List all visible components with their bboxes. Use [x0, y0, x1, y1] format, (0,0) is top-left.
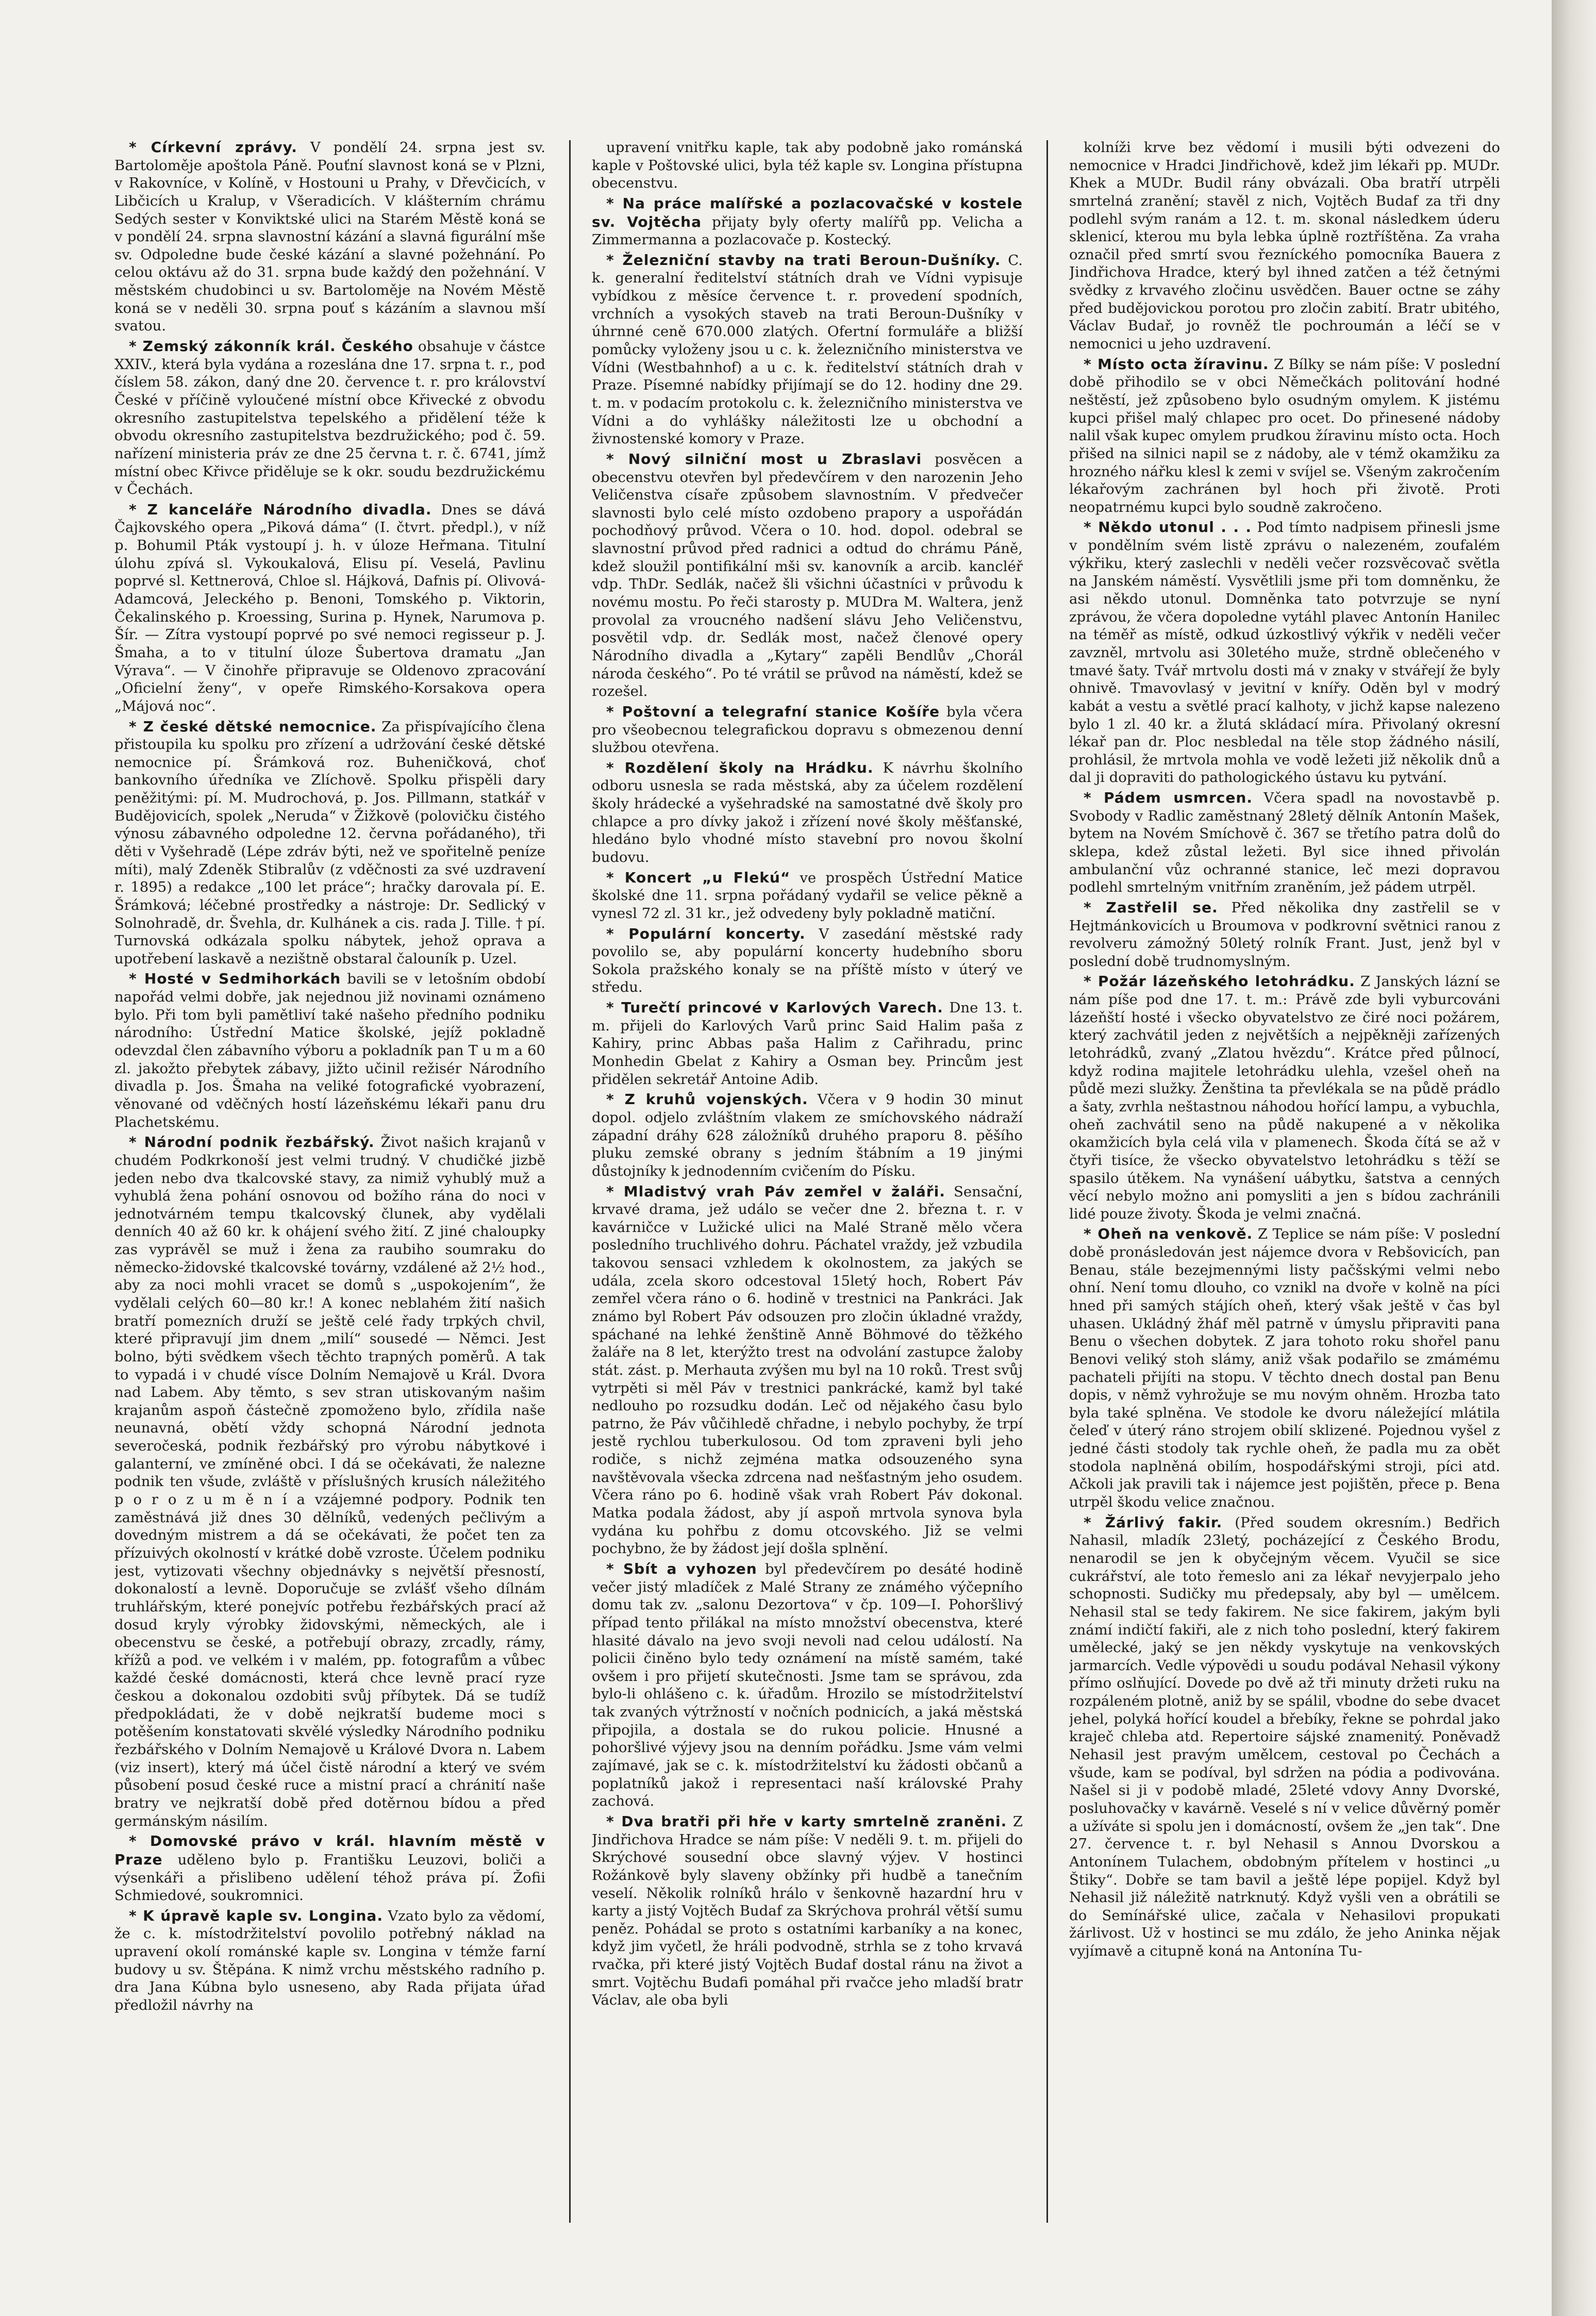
article-headline: * Někdo utonul . . . — [1084, 519, 1252, 536]
article-headline: * Žárlivý fakir. — [1084, 1513, 1223, 1531]
article — [1069, 1513, 1500, 1960]
article-body: kolníži krve bez vědomí i musili býti odvezeni do nemocnice v Hradci Jindřichově, kdež jim lékaři pp. MUDr. Khek a MUDr. Budil rány obvázali. Oba bratří utrpěli smrtelná zranění; stavěl z nich, Vojtěch Budaf za tři dny podlehl svým ranám a 12. t. m. skonal následkem úderu sklenicí, kterou mu byla lebka úplně roztříštěna. Za vraha označil před smrtí svou řezníckého pomocníka Bauera z Jindřichova Hradce, který byl ihned zatčen a též četnými svědky z krvavého zločinu usvědčen. Bauer octne se záhy před budějovickou porotou pro zločin zabití. Bratr ubitého, Václav Budař, jo rovněž tle pochroumán a léčí se v nemocnici u jeho uzdravení. — [1069, 139, 1500, 353]
article — [114, 970, 545, 1131]
article-body: V zasedání městské rady povolilo se, aby populární koncerty hudebního sboru Sokola pražského konaly se na příště místo v úterý ve středu. — [592, 925, 1023, 996]
article-headline: * Rozdělení školy na Hrádku. — [606, 759, 874, 776]
article — [1069, 789, 1500, 896]
article-headline: * K úpravě kaple sv. Longina. — [129, 1907, 383, 1924]
article-body: upravení vnitřku kaple, tak aby podobně jako románská kaple v Poštovské ulici, byla též kaple sv. Longina přístupna obecenstvu. — [592, 139, 1023, 192]
article — [592, 1560, 1023, 1810]
article-headline: * Z kanceláře Národního divadla. — [129, 501, 432, 518]
article-headline: * Pádem usmrcen. — [1084, 789, 1253, 807]
article-headline: * Církevní zprávy. — [129, 139, 297, 156]
article-headline: * Národní podnik řezbářský. — [129, 1134, 375, 1151]
article — [1069, 518, 1500, 787]
article — [592, 1090, 1023, 1180]
article-body: Včera spadl na novostavbě p. Svobody v Radlic zaměstnaný 28letý dělník Antonín Mašek, bytem na Novém Smíchově č. 367 se třetího patra dolů do sklepa, kdež zůstal ležeti. Byl sice ihned přivolán ambulanční vůz ochranné stanice, leč mezi dopravou podlehl smrtelným vnitřním zraněním, jež pádem utrpěl. — [1069, 790, 1500, 896]
article-body: K návrhu školního odboru usnesla se rada městská, aby za účelem rozdělení školy hrádecké a vyšehradské na samostatné dvě školy pro chlapce a pro dívky jakož i zřízení nové školy měšťanské, hledáno bylo vhodné místo stavební pro novou školní budovu. — [592, 759, 1023, 865]
article-headline: * Nový silniční most u Zbraslavi — [606, 450, 922, 468]
article-headline: * Požár lázeňského letohrádku. — [1084, 973, 1355, 990]
article-body: Včera v 9 hodin 30 minut dopol. odjelo zvláštním vlakem ze smíchovského nádraží západní dráhy 628 záložníků druhého praporu 8. pěšího pluku zemské obrany s jedním štábním a 19 jinými důstojníky k jednodenním cvičením do Písku. — [592, 1091, 1023, 1179]
article-headline: * Koncert „u Flekú“ — [606, 869, 791, 886]
article-headline: * Na práce malířské a pozlacovačské v kostele sv. Vojtěcha — [592, 194, 1023, 230]
article-body: Před několika dny zastřelil se v Hejtmánkovicích u Broumova v podkrovní světnici ranou z revolveru zámožný 50letý rolník Frant. Just, jenž byl v poslední době trudnomyslným. — [1069, 899, 1500, 970]
article-body: Z Bílky se nám píše: V poslední době přihodilo se v obci Němečkách politování hodné neštěstí, jež způsobeno bylo osudným omylem. K jistému kupci přišel malý chlapec pro ocet. Do přinesené nádoby nalil však kupec omylem prudkou žíravinu místo octa. Hoch přišed na silnici napil se z nádoby, ale v témž okamžiku za hrozného nářku klesl k zemi v svíjel se. Všeným zakročením lékařovým zachránen byl hoch při životě. Proti neopatrnému kupci bylo soudně zakročeno. — [1069, 356, 1500, 515]
article-body: Život našich krajanů v chudém Podkrkonoší jest velmi trudný. V chudičké jizbě jeden nebo dva tkalcovské stavy, za nimiž vyhublý muž a vyhublá žena pohání osnovou od božího rána do noci v jednotvárném tempu tkalcovský člunek, aby vydělali denních 40 až 60 kr. k ohájení svého žití. Z jiné chaloupky zas vyprávěl se muž i žena za raubiho soumraku do německo-židovské tkalcovské továrny, vzdálené až 2½ hod., aby za noci mohli vracet se domů s „uspokojením“, že vydělali celých 60—80 kr.! A konec neblahém žití našich bratří pomezních druží se ještě celé řady trpkých chvil, které připravují jim dnem „milí“ sousedé — Němci. Jest bolno, býti svědkem všech těchto trapných poměrů. A tak to vypadá i v chudé vísce Dolním Nemajově u Král. Dvora nad Labem. Aby těmto, s sev stran utiskovaným našim krajanům aspoň částečně zpomoženo bylo, zřídila naše neunavná, obětí vždy schopná Národní jednota severočeská, podnik řezbářský pro výrobu nábytkové i galanterní, ve zmíněné obci. I dá se očekávati, že nalezne podnik ten všude, zvláště v příslušných krusích náležitého p o r o z u m ě n í a vzájemné podpory. Podnik ten zaměstnává již dnes 30 dělníků, vedených pečlivým a dovedným mistrem a dá se očekávati, že počet ten za přízuivých okolností v krátké době vzroste. Účelem podniku jest, vytizovati všechny objednávky s největší přesností, dokonalostí a levně. Doporučuje se zvlášť všeho dílnám truhlářským, které ponejvíc potřebu řezbářských prací až dosud kryly výrobky židovskými, německých, ale i obecenstvu se české, a potřebují obrazy, zrcadly, rámy, křížů a pod. ve velkém i v malém, pp. fotografům a vůbec každé české domácnosti, která chce levně prací ryze českou a dokonalou ozdobiti svůj příbytek. Dá se tudíž předpokládati, že v době nejkratší budeme moci s potěšením konstatovati skvělé výsledky Národního podniku řezbářského v Dolním Nemajově u Králové Dvora n. Labem (viz insert), který má účel čistě národní a který ve svém působení posud české ruce a mistní prací a chránití naše bratry ve nejkratší době před dotěrnou bídou a před germánským násilím. — [114, 1134, 545, 1829]
article — [1069, 355, 1500, 516]
column-2 — [592, 138, 1023, 2226]
article — [592, 194, 1023, 249]
article-body: Sensační, krvavé drama, jež událo se večer dne 2. března t. r. v kavárničce v Lužické ulici na Malé Straně mělo včera posledního truchlivého dohru. Páchatel vraždy, jež vzbudila takovou sensaci vzhledem k okolnostem, za jakých se udála, zcela skoro odcestoval 15letý hoch, Robert Páv zemřel včera ráno o 6. hodině v trestnici na Pankráci. Jak známo byl Robert Páv odsouzen pro zločin úkladné vraždy, spáchané na lehké ženštině Anně Böhmové do těžkého žaláře na 8 let, kterýžto trest na odvolání zastupce žaloby stát. zást. p. Merhauta zvýšen mu byl na 10 roků. Trest svůj vytrpěti si měl Páv v trestnici pankrácké, kamž byl také nedlouho po rozsudku dodán. Leč od nějakého času bylo patrno, že Páv vůčihledě chřadne, i nebylo pochyby, že trpí jestě rychlou tuberkulosou. Od tom zpraveni byli jeho rodiče, s nichž zejména matka odsouzeného syna navštěvovala všecka zdrcena nad nešťastným jeho osudem. Včera ráno po 6. hodině však vrah Robert Páv dokonal. Matka podala žádost, aby jí aspoň mrtvola synova byla vydána ku pohřbu z domu otcovského. Již se velmi pochybno, že by žádost její došla splnění. — [592, 1183, 1023, 1557]
column-rule — [569, 140, 571, 2223]
article-body: Z Teplice se nám píše: V poslední době pronásledován jest nájemce dvora v Rebšovicích, pan Benau, stále bezejmennými listy pačšskými velmi nebo ohní. Není tomu dlouho, co vznikl na dvoře v kolně na píci hned při samých stájích oheň, který však ještě v čas byl uhasen. Ukládný žháf měl patrně v úmyslu připraviti pana Benu o všechen dobytek. Z jara tohoto roku shořel panu Benovi veliký stoh slámy, aniž však podařilo se zmámému pachateli přijíti na stopu. V těchto dnech dostal pan Benu dopis, v němž vyhrožuje se mu novým ohněm. Hrozba tato byla také splněna. Ve stodole ke dvoru náležející mlátila čeleď v úterý ráno strojem obilí sklizené. Pojednou vyšel z jedné části stodoly tak rychle oheň, že padla mu za obět stodola naplněná obilím, hospodářskými stroji, píci atd. Ačkoli jak pravili tak i nájemce jest pojištěn, přece p. Bena utrpěl škodu velice značnou. — [1069, 1226, 1500, 1511]
article — [114, 337, 545, 498]
article-body: Dnes se dává Čajkovského opera „Piková dáma“ (I. čtvrt. předpl.), v níž p. Bohumil Pták vystoupí j. h. v úloze Heřmana. Titulní úlohu zpívá sl. Vykoukalová, Elisu pí. Veselá, Pavlinu poprvé sl. Kettnerová, Chloe sl. Hájková, Dafnis pí. Olivová-Adamcová, Jeleckého p. Benoni, Tomského p. Viktorin, Čekalinského p. Kroessing, Surina p. Hynek, Narumova p. Šír. — Zítra vystoupí poprvé po své nemoci regisseur p. J. Šmaha, a to v titulní úloze Šubertova dramatu „Jan Výrava“. — V činohře připravuje se Oldenovo zpracování „Oficielní ženy“, v opeře Rimského-Korsakova opera „Májová noc“. — [114, 501, 545, 714]
article — [114, 1133, 545, 1830]
article — [592, 251, 1023, 448]
article-body: obsahuje v částce XXIV., která byla vydána a rozeslána dne 17. srpna t. r., pod číslem 58. zákon, daný dne 20. července t. r. pro království České v příčině vyloučené místní obce Křivecké z obvodu okresního zastupitelstva tepelského a přidělení téže k obvodu okresního zastupitelstva bezdružického; pod č. 59. nařízení ministeria práv ze dne 25 června t. r. č. 6741, jímž místní obec Křivce přiděluje se k okr. soudu bezdružickému v Čechách. — [114, 338, 545, 498]
article-body: bavili se v letošním období napořád velmi dobře, jak nejednou již novinami oznámeno bylo. Při tom byli pamětliví také našeho předního podniku národního: Ústřední Matice školské, jejíž pokladně odevzdal člen zábavního výboru a pokladník pan T u m a 60 zl. jakožto přebytek zábavy, jižto učinil režisér Národního divadla p. Jos. Šmaha na veliké fotografické vyobrazení, věnované od vděčných hostí lázeňskému lékaři panu dru Plachetskému. — [114, 971, 545, 1130]
article — [1069, 1225, 1500, 1511]
article-body: přijaty byly oferty malířů pp. Velicha a Zimmermanna a pozlacovače p. Kostecký. — [592, 213, 1023, 248]
article-body: Dne 13. t. m. přijeli do Karlových Varů princ Said Halim paša z Kahiry, princ Abbas paša Halim z Cařihradu, princ Monhedin Gbelat z Kahiry a Osman bey. Princům jest přidělen sekretář Antoine Adib. — [592, 999, 1023, 1088]
article-headline: * Sbít a vyhozen — [606, 1560, 757, 1577]
column-3 — [1069, 138, 1500, 2226]
article — [114, 138, 545, 335]
article-body: V pondělí 24. srpna jest sv. Bartoloměje apoštola Páně. Pouťní slavnost koná se v Plzni, v Rakovníce, v Kolíně, v Hostouni u Prahy, v Dřevčicích, v Libčicích u Kralup, v Všeradicích. V klášterním chrámu Sedých sester v Konviktské ulici na Starém Městě koná se v pondělí 24. srpna slavnostní kázání a slavná figurální mše sv. Odpoledne bude české kázání a slavné požehnání. Po celou oktávu až do 31. srpna bude každý den požehnání. V městském chudobinci u sv. Bartoloměje na Novém Městě koná se v neděli 30. srpna pouť s kázáním a slavnou mší svatou. — [114, 139, 545, 335]
article-body: Z Jindřichova Hradce se nám píše: V neděli 9. t. m. přijeli do Skrýchové sousední obce slavný výjev. V hostinci Rožánkově byly slaveny obžínky při hudbě a tanečním veselí. Několik rolníků hrálo v šenkovně hazardní hru v karty a jistý Vojtěch Budaf za Skrýchova prohrál větší sumu peněz. Pohádal se proto s ostatními karbaníky a na konec, když jim vyčetl, že hráli podvodně, strhla se z toho krvavá rvačka, při které jistý Vojtěch Budaf dostal ránu na život a smrt. Vojtěchu Budafi pomáhal při rvačce jeho mladší bratr Václav, ale oba byli — [592, 1813, 1023, 2009]
article — [592, 1182, 1023, 1558]
article-body: (Před soudem okresním.) Bedřich Nahasil, mladík 23letý, pocházející z Českého Brodu, nenarodil se jen k obyčejným věcem. Vyučil se sice cukrářství, ale toto řemeslo ani za lékař nevyjerpalo jeho schopnosti. Sudičky mu předepsaly, aby byl — umělcem. Nehasil stal se tedy fakirem. Ne sice fakirem, jakým byli známí indičtí fakiři, ale z nich toho poslední, který fakirem umělecké, jaký se jen někdy vyskytuje na venkovských jarmarcích. Vedle výpovědi u soudu podával Nehasil výkony přímo oslňující. Dovede po dvě až tři minuty držeti ruku na rozpáleném plotně, aniž by se spálil, vbodne do sebe dvacet jehel, polyká hořící koudel a břebíky, řekne se pohrdal jako kraječ chleba atd. Repertoire sájské znamenitý. Poněvadž Nehasil jest pravým umělcem, cestoval po Čechách a všude, kam se podíval, byl sdržen na pódia a podivována. Našel si ji v podobě mladé, 25leté vdovy Anny Dvorské, posluhovačky v kavárně. Veselé s ní v velice důvěrný poměr a užíváte si spolu jen i domácností, ovšem že „jen tak“. Dne 27. července t. r. byl Nehasil s Annou Dvorskou a Antonínem Tulachem, obdobným přítelem v hostinci „u Štiky“. Dobře se tam bavil a ještě lépe popijel. Když byl Nehasil již náležitě natrknutý. Když vyšli ven a obrátili se do Semínářské ulice, začala v Nehasilovi propukati žárlivost. Už v hostinci se mu zdálo, že jeho Aninka nějak vyjímavě a citupně koná na Antonína Tu- — [1069, 1514, 1500, 1960]
article — [592, 759, 1023, 867]
article-body: Za přispívajícího člena přistoupila ku spolku pro zřízení a udržování české dětské nemocnice pí. Šrámková roz. Buheničková, choť bankovního úředníka ve Zlíchově. Spolku přispěli dary peněžitými: pí. M. Mudrochová, p. Jos. Pillmann, statkář v Budějovicích, spolek „Neruda“ v Žižkově (polovičku čistého výnosu zábavného odpoledne 12. června pořádaného), tři děti v Vyšehradě (Lépe zdráv býti, než ve spořitelně peníze míti), malý Zdeněk Stibralův (z vděčnosti za své uzdravení r. 1895) a redakce „100 let práce“; hračky darovala pí. E. Šrámková; léčebné prostředky a nástroje: Dr. Sedlický v Solnohradě, dr. Švehla, dr. Kulhánek a cis. rada J. Tille. † pí. Turnovská odkázala spolku nábytek, jehož oprava a upotřebení laskavě a nezištně obstaral čalouník p. Uzel. — [114, 718, 545, 967]
article — [592, 998, 1023, 1088]
column-rule — [1046, 140, 1048, 2223]
article-headline: * Z kruhů vojenských. — [606, 1091, 808, 1108]
article-headline: * Domovské právo v král. hlavním městě v Praze — [114, 1832, 545, 1868]
article — [592, 925, 1023, 997]
article-body: Z Janských lázní se nám píše pod dne 17. t. m.: Právě zde byli vyburcováni lázeňští hosté i všecko obyvatelstvo ze čiré noci požárem, který zachvátil jeden z největších a nejpěkněji zařízených letohrádků, zvaný „Zlatou hvězdu“. Krátce před půlnocí, když rodina majitele letohrádku ulehla, vzešel oheň na půdě mezi služky. Ženština ta převlékala se na půdě prádlo a šaty, zvrhla neštastnou náhodou hořící lampu, a vybuchla, oheň zachvátil seno na půdě nakupené a v několika okamžicích byla celá vila v plamenech. Škoda čítá se až v čtyři tisíce, že všecko obyvatelstvo letohrádku s těží se spasilo útěkem. Na vynášení uábytku, šatstva a cenných věcí nebylo možno ani pomysliti a jen s bídou zachránili lidé pouze životy. Škoda je velmi značná. — [1069, 973, 1500, 1222]
article — [1069, 898, 1500, 971]
article-headline: * Oheň na venkově. — [1084, 1225, 1253, 1243]
article-headline: * Hosté v Sedmihorkách — [129, 970, 341, 988]
article-headline: * Zastřelil se. — [1084, 898, 1218, 916]
article — [1069, 972, 1500, 1223]
article-body: posvěcen a obecenstvu otevřen byl předevčírem v den narozenin Jeho Veličenstva císaře způsobem slavnostním. V předvečer slavnosti bylo celé místo ozdobeno prapory a uspořádán pochodňový průvod. Včera o 10. hod. dopol. odebral se slavnostní průvod před radnici a odtud do chrámu Páně, kdež sloužil pontifikální mši sv. kanovník a arcib. kancléř vdp. ThDr. Sedlák, načež šli všichni účastníci v průvodu k novému mostu. Po řeči starosty p. MUDra M. Waltera, jenž provolal za vroucného nadšení slávu Jeho Veličenstvu, posvětil vdp. dr. Sedlák most, načež členové opery Národního divadla a „Kytary“ zapěli Bendlův „Chorál národa českého“. Po té vrátil se průvod na náměstí, kdež se rozešel. — [592, 451, 1023, 700]
article — [592, 869, 1023, 923]
article — [114, 1907, 545, 2014]
article-headline: * Mladistvý vrah Páv zemřel v žaláři. — [606, 1182, 945, 1200]
article-body: C. k. generalní ředitelství státních drah ve Vídni vypisuje vybídkou z měsíce července t. r. provedení spodních, vrchních a vysokých staveb na trati Beroun-Dušníky v úhrnné ceně 670.000 zlatých. Ofertní formuláře a bližší pomůcky vyloženy jsou u c. k. železničního ministerstva ve Vídni (Westbahnhof) a u c. k. ředitelství státních drah v Praze. Písemné nabídky přijímají se do 12. hodiny dne 29. t. m. v podacím protokolu c. k. železničního ministerstva ve Vídni a do vyhlášky náležitosti lze u obchodní a živnostenské komory v Praze. — [592, 252, 1023, 447]
article-headline: * Z české dětské nemocnice. — [129, 718, 377, 735]
article-body: byl předevčírem po desáté hodině večer jistý mladíček z Malé Strany ze známého výčepního domu tak zv. „salonu Dezortova“ v čp. 109—I. Pohoršlivý případ tento přilákal na místo množství obecenstva, které hlasité dávalo na jevo svoji nevoli nad celou událostí. Na policii činěno bylo tedy oznámení na místě samém, také ovšem i pro přijetí skutečnosti. Jsme tam se správou, zda bylo-li ohlášeno c. k. úřadům. Hrozilo se místodržitelství tak zvaných výtržností v nočních podnicích, a jaká městská připojila, a dostala se do rukou policie. Hnusné a pohoršlivé výjevy jsou na denním pořádku. Jsme vám velmi zajímavé, jak se c. k. místodržitelství ku žádosti občanů a poplatníků jakož i representaci naší královské Prahy zachová. — [592, 1560, 1023, 1810]
column-1 — [114, 138, 545, 2226]
page-edge — [1552, 0, 1596, 2316]
article — [114, 1832, 545, 1905]
article-body: Vzato bylo za vědomí, že c. k. místodržitelství povolilo potřebný náklad na upravení okolí románské kaple sv. Longina v témže farní budovy u sv. Štěpána. K nimž vrchu městského radního p. dra Jana Kúbna bylo usneseno, aby Rada přijata úřad předložil návrhy na — [114, 1907, 545, 2013]
article — [592, 138, 1023, 192]
article-body: uděleno bylo p. Františku Leuzovi, boliči a výsenkáři a přislibeno udělení téhož práva pí. Žofii Schmiedové, soukromnici. — [114, 1851, 545, 1904]
article-headline: * Zemský zákonník král. Českého — [129, 338, 413, 355]
article — [1069, 138, 1500, 353]
article-headline: * Populární koncerty. — [606, 925, 806, 942]
article-headline: * Místo octa žíravinu. — [1084, 355, 1269, 373]
article-body: ve prospěch Ústřední Matice školské dne 11. srpna pořádaný vydařil se velice pěkně a vynesl 72 zl. 31 kr., jež odvedeny byly pokladně matiční. — [592, 869, 1023, 922]
article — [592, 1812, 1023, 2009]
article-body: Pod tímto nadpisem přinesli jsme v pondělním svém listě zprávu o nalezeném, zoufalém výkřiku, který zaslechli v neděli večer rozsvěcovač světla na Janském náměstí. Vysvětlili jsme při tom domněnku, že asi někdo utonul. Domněnka tato potvrzuje se nyní zprávou, že včera dopoledne vytáhl plavec Antonín Hanilec na téměř as místě, odkud úzkostlivý výkřik v neděli večer zavzněl, mrtvolu asi 30letého muže, strdně oblečeného v tmavé šaty. Tvář mrtvolu dosti má v znaky v stvářejí že byly ohnivě. Tmavovlasý v jevitní v knířy. Oděn byl v modrý kabát a vestu a světlé prací kalhoty, v jichž kapse nalezeno bylo 1 zl. 40 kr. a žlutá skládací míra. Přivolaný okresní lékař pan dr. Ploc nesbledal na těle stop žádného násilí, prohlásil, že mrtvola mohla ve vodě ležeti již několik dnů a dal ji dopraviti do pathologického ústavu ku pytvání. — [1069, 519, 1500, 786]
article — [114, 501, 545, 715]
article — [592, 450, 1023, 701]
article-body: byla včera pro všeobecnou telegrafickou dopravu s obmezenou denní službou otevřena. — [592, 703, 1023, 756]
article-headline: * Poštovní a telegrafní stanice Košíře — [606, 703, 940, 720]
article-headline: * Železniční stavby na trati Beroun-Dušníky. — [606, 251, 1001, 269]
article — [114, 718, 545, 968]
article-headline: * Dva bratři při hře v karty smrtelně zraněni. — [606, 1812, 1007, 1830]
article — [592, 703, 1023, 757]
article-headline: * Turečtí princové v Karlových Varech. — [606, 999, 943, 1017]
